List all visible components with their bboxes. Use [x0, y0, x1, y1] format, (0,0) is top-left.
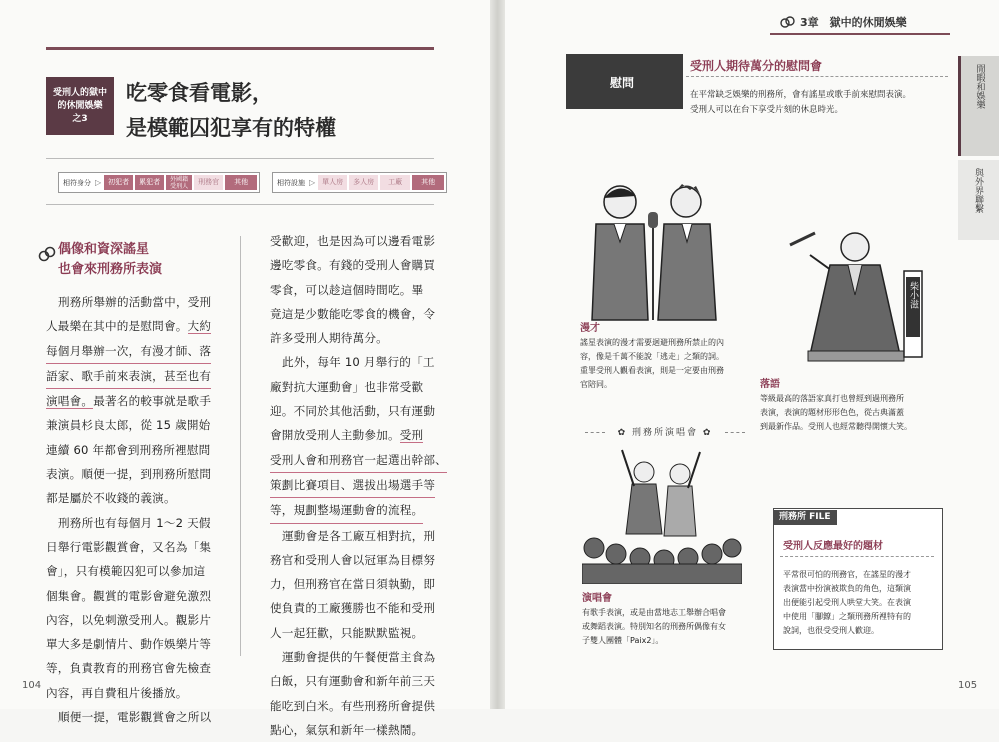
side-tab-outside[interactable]	[958, 160, 999, 240]
caption-heading: 演唱會	[582, 593, 612, 604]
divider	[46, 158, 434, 159]
chapter-text: 3章 獄中的休閒娛樂	[800, 16, 907, 29]
text-run: 人最樂在其中的是慰問會。	[46, 319, 188, 334]
tag: 單人房	[318, 175, 347, 190]
text-line: 等，負責教育的刑務官會先檢查	[46, 661, 212, 676]
text-line: 策劃比賽項目、選拔出場選手等	[270, 473, 435, 498]
divider	[46, 204, 434, 205]
text-line	[46, 389, 232, 413]
topic-box	[566, 54, 683, 109]
caption-line: 表演，表演的題材形形色色，從古典滿蓋	[760, 408, 904, 417]
column-divider	[240, 236, 241, 656]
banner-text: 刑務所演唱會	[631, 428, 698, 438]
tag: 工廠	[380, 175, 410, 190]
text-line: 使負責的工廠獲勝也不能和受刑	[270, 601, 436, 616]
caption-line: 重罪受刑人觀看表演，則是一定要由刑務	[580, 366, 724, 375]
text-line: 運動會提供的午餐便當主食為	[282, 650, 436, 665]
text-line: 廠對抗大運動會」也非常受歡	[270, 379, 424, 394]
tag	[166, 175, 192, 190]
text-line: 刑務所也有每個月 1～2 天假	[58, 515, 211, 530]
text-line: 都是屬於不收錢的義演。	[46, 491, 176, 506]
caption-heading: 漫才	[580, 323, 600, 334]
rakugo-sign-text: 柴小滋	[908, 281, 918, 309]
text-line	[270, 423, 460, 447]
top-rule	[46, 47, 434, 50]
topic-title: 受刑人期待萬分的慰問會	[690, 59, 823, 73]
flower-icon: ✿	[698, 428, 713, 438]
caption-line: 子雙人團體「Paix2」。	[582, 636, 664, 645]
text-run: 會開放受刑人主動參加。	[270, 428, 400, 443]
text-line: 零食，可以趁這個時間吃。畢	[270, 282, 424, 297]
text-line: 日舉行電影觀賞會，又名為「集	[46, 539, 212, 554]
text-line: 順便一提，電影觀賞會之所以	[58, 710, 212, 725]
file-title: 受刑人反應最好的題材	[783, 541, 883, 552]
caption-line: 到最新作品。受刑人也經常聽得開懷大笑。	[760, 422, 912, 431]
side-tab-label: 與外界聯繫	[973, 168, 983, 213]
tag: 初犯者	[104, 175, 133, 190]
manzai-caption	[580, 322, 750, 392]
file-description	[783, 568, 911, 638]
text-line: 此外，每年 10 月舉行的「工	[282, 355, 435, 370]
side-tab-label: 閒暇和娛樂	[974, 64, 985, 109]
concert-banner	[607, 424, 723, 442]
tag-label: 相符設施	[277, 178, 305, 187]
concert-illustration	[582, 444, 742, 584]
identity-tags	[58, 172, 260, 193]
tag: 多人房	[349, 175, 378, 190]
text-run: 最著名的較事就是歌手	[93, 394, 212, 409]
book-gutter	[490, 0, 505, 709]
tag-line: 外國籍	[170, 175, 189, 183]
tag-line: 受刑人	[170, 182, 189, 190]
top-rule	[770, 33, 950, 35]
text-line: 受刑人會和刑務官一起選出幹部、	[270, 448, 447, 473]
file-line: 說詞，也很受受刑人歡迎。	[783, 626, 879, 635]
dashed-divider	[686, 76, 948, 77]
text-line: 每個月舉辦一次，有漫才師、落	[46, 339, 211, 364]
caption-line: 有歌手表演，或是由當地志工舉辦合唱會	[582, 608, 726, 617]
text-line: 竟這是少數能吃零食的機會，令	[270, 306, 436, 321]
text-line: 內容，以免刺激受刑人。觀影片	[46, 612, 212, 627]
text-line: 語家、歌手前來表演，甚至也有	[46, 364, 211, 389]
left-page	[0, 0, 490, 737]
badge-line: 受刑人的獄中	[52, 87, 107, 98]
text-line: 迎。不同於其他活動，只有運動	[270, 404, 436, 419]
body-column-1	[46, 290, 232, 729]
manzai-illustration	[578, 172, 728, 322]
concert-caption	[582, 592, 762, 648]
heading-line: 偶像和資深謠星	[58, 242, 150, 257]
heading-line: 也會來刑務所表演	[58, 262, 163, 277]
badge-line: 的休閒娛樂	[57, 100, 103, 111]
section-heading	[58, 240, 162, 280]
file-tag: 刑務所 FILE	[773, 510, 837, 525]
title-line: 是模範囚犯享有的特權	[126, 116, 336, 140]
title-line: 吃零食看電影，	[126, 81, 273, 105]
link-rings-icon	[38, 245, 56, 263]
text-line: 運動會是各工廠互相對抗，刑	[282, 528, 436, 543]
text-line: 點心，氣氛和新年一樣熱鬧。	[270, 722, 424, 737]
file-line: 中使用「腳鐐」之類刑務所裡特有的	[783, 612, 911, 621]
underline-run: 大約	[187, 319, 212, 334]
file-line: 出便能引起受刑人哄堂大笑。在表演	[783, 598, 911, 607]
rakugo-caption	[760, 378, 950, 434]
tag: 刑務官	[194, 175, 223, 190]
text-line: 表演。順便一提，到刑務所慰問	[46, 467, 212, 482]
topic-label: 慰問	[610, 76, 635, 90]
arrow-right-icon: ▷	[309, 178, 316, 187]
text-line: 會」，只有模範囚犯可以參加這	[46, 564, 206, 579]
text-line	[46, 314, 232, 338]
underline-run: 受刑	[399, 428, 424, 443]
arrow-right-icon: ▷	[95, 178, 102, 187]
caption-line: 或舞蹈表演。特別知名的刑務所偶像有女	[582, 622, 726, 631]
caption-heading: 落語	[760, 379, 780, 390]
caption-line: 容，像是千萬不能說「逃走」之類的詞。	[580, 352, 724, 361]
chapter-label	[780, 14, 907, 30]
tag: 累犯者	[135, 175, 164, 190]
topic-description	[690, 88, 911, 118]
text-line: 受歡迎，也是因為可以邊看電影	[270, 234, 436, 248]
text-line: 單大多是劇情片、動作娛樂片等	[46, 637, 212, 652]
text-line: 內容，再自費租片後播放。	[46, 685, 188, 700]
caption-line: 謠星表演的漫才需要迴避刑務所禁止的內	[580, 338, 724, 347]
text-line: 個集會。觀賞的電影會避免激烈	[46, 588, 212, 603]
flower-icon: ✿	[617, 428, 632, 438]
text-line: 連續 60 年都會到刑務所裡慰問	[46, 442, 211, 457]
dashed-divider	[780, 556, 934, 557]
underline-run: 演唱會。	[46, 394, 94, 409]
text-line: 等，規劃整場運動會的流程。	[270, 498, 423, 523]
caption-line: 官陪同。	[580, 380, 612, 389]
body-column-2	[270, 229, 460, 742]
desc-line: 在平常缺乏娛樂的刑務所，會有謠星或歌手前來慰問表演。	[690, 90, 912, 100]
text-line: 力，但刑務官在當日須執勤，即	[270, 577, 436, 592]
desc-line: 受刑人可以在台下享受片刻的休息時光。	[690, 105, 844, 115]
text-line: 能吃到白米。有些刑務所會提供	[270, 698, 436, 713]
page-title	[126, 76, 336, 146]
facility-tags	[272, 172, 447, 193]
text-line: 兼演員杉良太郎，從 15 歲開始	[46, 418, 211, 433]
caption-line: 等級最高的落語家真打也曾經到過刑務所	[760, 394, 904, 403]
file-line: 平常很可怕的刑務官，在謠星的漫才	[783, 570, 911, 579]
text-line: 刑務所舉辦的活動當中，受刑	[58, 295, 212, 309]
tag: 其他	[412, 175, 444, 190]
side-tab-leisure[interactable]	[958, 56, 999, 156]
text-line: 人一起狂歡，只能默默監視。	[270, 625, 424, 640]
tag: 其他	[225, 175, 257, 190]
text-line: 白飯，只有運動會和新年前三天	[270, 674, 436, 689]
file-line: 表演當中扮演被欺負的角色，這類演	[783, 584, 911, 593]
text-line: 務官和受刑人會以冠軍為目標努	[270, 552, 436, 567]
section-badge	[46, 77, 114, 135]
text-line: 許多受刑人期待萬分。	[270, 331, 388, 346]
link-rings-icon	[780, 15, 796, 29]
page-number: 105	[958, 680, 978, 691]
text-line: 邊吃零食。有錢的受刑人會購買	[270, 258, 436, 273]
rakugo-illustration	[780, 225, 930, 365]
tag-label: 相符身分	[63, 178, 91, 187]
badge-line: 之3	[72, 113, 88, 124]
page-number: 104	[22, 680, 42, 691]
